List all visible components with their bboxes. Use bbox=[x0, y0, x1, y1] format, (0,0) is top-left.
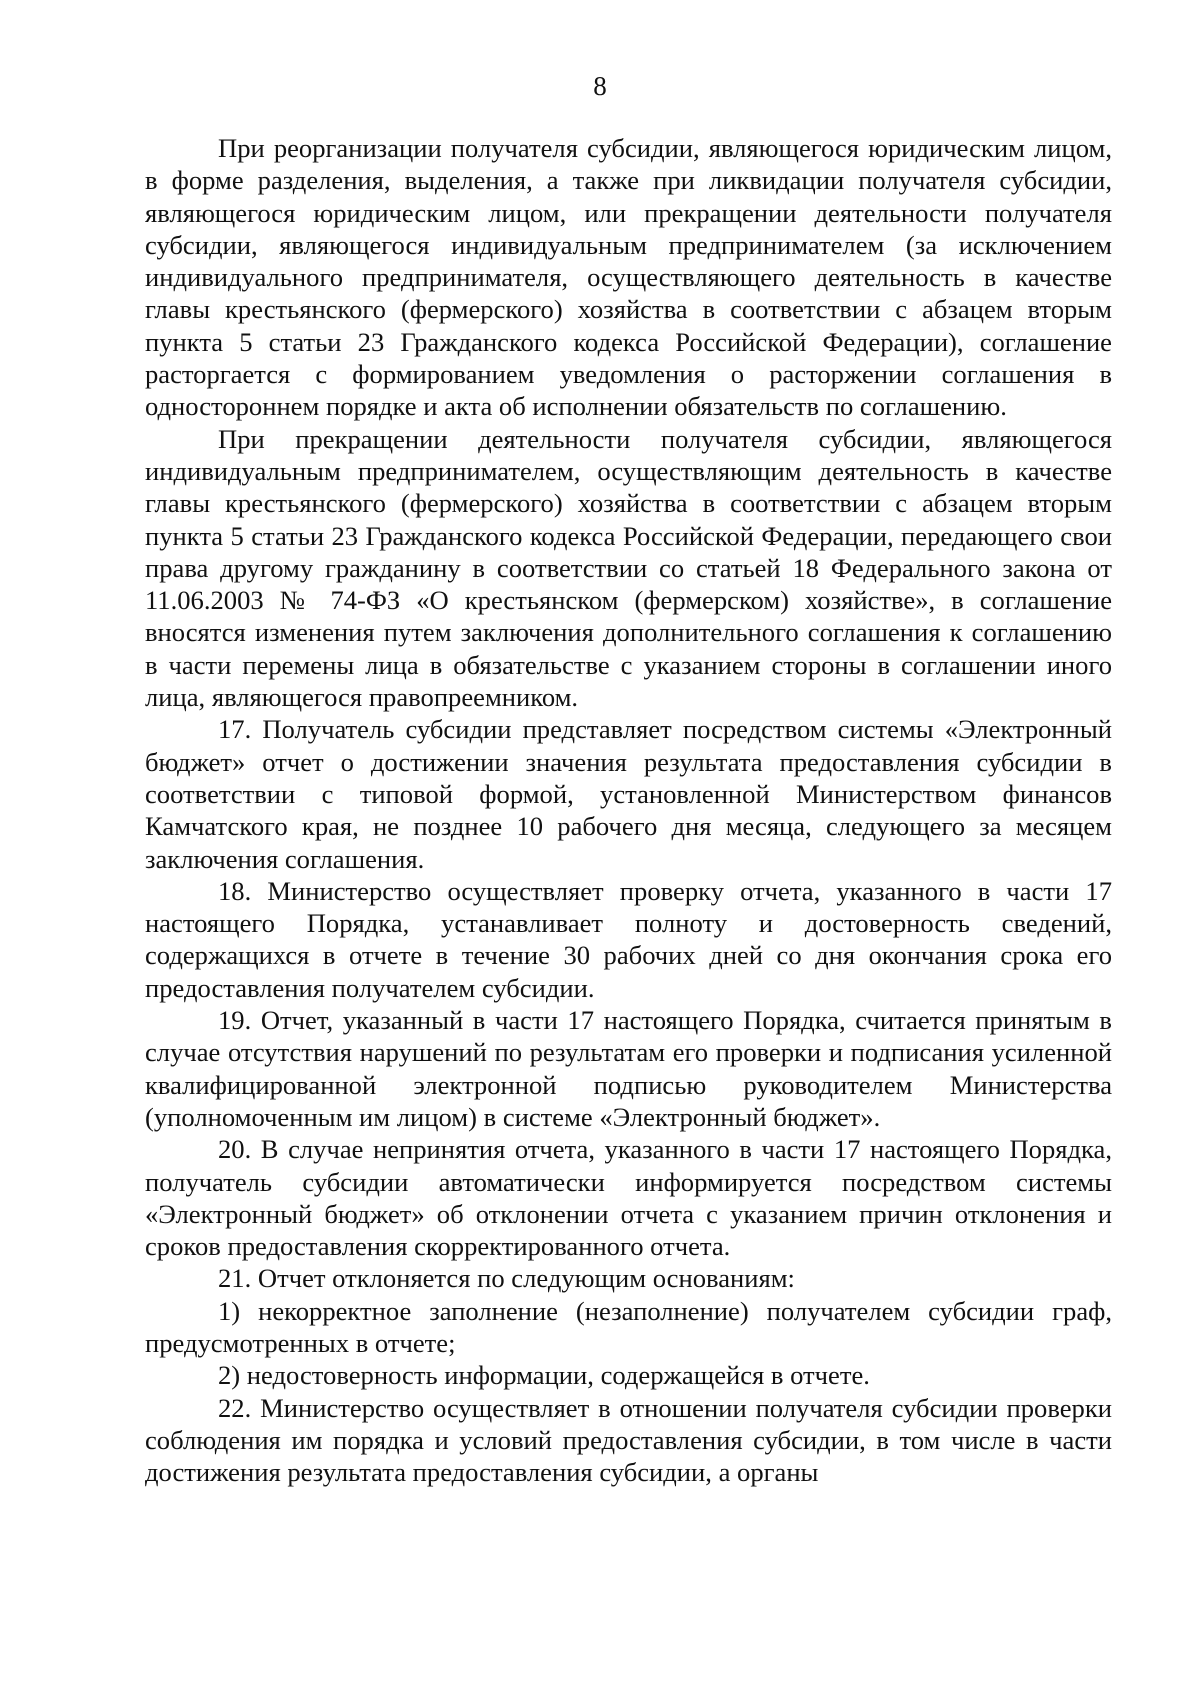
paragraph-17-report: 17. Получатель субсидии представляет посредством системы «Электронный бюджет» отчет о достижении значения результата предоставления субсидии в соответствии с типовой формой, установленной Министерством финансов Камчатского края, не позднее 10 рабочего дня месяца, следующего за месяцем заключения соглашения. bbox=[145, 714, 1112, 874]
paragraph-19-acceptance: 19. Отчет, указанный в части 17 настоящего Порядка, считается принятым в случае отсутствия нарушений по результатам его проверки и подписания усиленной квалифицированной электронной подписью руководителем Министерства (уполномоченным им лицом) в системе «Электронный бюджет». bbox=[145, 1005, 1112, 1132]
paragraph-20-rejection: 20. В случае непринятия отчета, указанного в части 17 настоящего Порядка, получатель субсидии автоматически информируется посредством системы «Электронный бюджет» об отклонении отчета с указанием причин отклонения и сроков предоставления скорректированного отчета. bbox=[145, 1134, 1112, 1262]
paragraph-21-item-2: 2) недостоверность информации, содержащейся в отчете. bbox=[218, 1360, 870, 1391]
paragraph-22-inspections: 22. Министерство осуществляет в отношении получателя субсидии проверки соблюдения им порядка и условий предоставления субсидии, в том числе в части достижения результата предоставления субсидии, а органы bbox=[145, 1392, 1112, 1488]
paragraph-farm-termination: При прекращении деятельности получателя субсидии, являющегося индивидуальным предпринимателем, осуществляющим деятельность в качестве главы крестьянского (фермерского) хозяйства в соответствии с абзацем вторым пункта 5 статьи 23 Гражданского кодекса Российской Федерации, передающего свои права другому гражданину в соответствии со статьей 18 Федерального закона от 11.06.2003 № 74-ФЗ «О крестьянском (фермерском) хозяйстве», в соглашение вносятся изменения путем заключения дополнительного соглашения к соглашению в части перемены лица в обязательстве с указанием стороны в соглашении иного лица, являющегося правопреемником. bbox=[145, 423, 1112, 713]
paragraph-reorganization: При реорганизации получателя субсидии, являющегося юридическим лицом, в форме разделения, выделения, а также при ликвидации получателя субсидии, являющегося юридическим лицом, или прекращении деятельности получателя субсидии, являющегося индивидуальным предпринимателем (за исключением индивидуального предпринимателя, осуществляющего деятельность в качестве главы крестьянского (фермерского) хозяйства в соответствии с абзацем вторым пункта 5 статьи 23 Гражданского кодекса Российской Федерации), соглашение расторгается с формированием уведомления о расторжении соглашения в одностороннем порядке и акта об исполнении обязательств по соглашению. bbox=[145, 133, 1112, 422]
paragraph-21-grounds: 21. Отчет отклоняется по следующим основаниям: bbox=[218, 1263, 795, 1294]
paragraph-18-verification: 18. Министерство осуществляет проверку отчета, указанного в части 17 настоящего Порядка, устанавливает полноту и достоверность сведений, содержащихся в отчете в течение 30 рабочих дней со дня окончания срока его предоставления получателем субсидии. bbox=[145, 875, 1112, 1003]
paragraph-21-item-1: 1) некорректное заполнение (незаполнение) получателем субсидии граф, предусмотренных в отчете; bbox=[145, 1295, 1112, 1358]
page-number: 8 bbox=[593, 71, 607, 101]
document-body bbox=[145, 132, 1112, 1488]
